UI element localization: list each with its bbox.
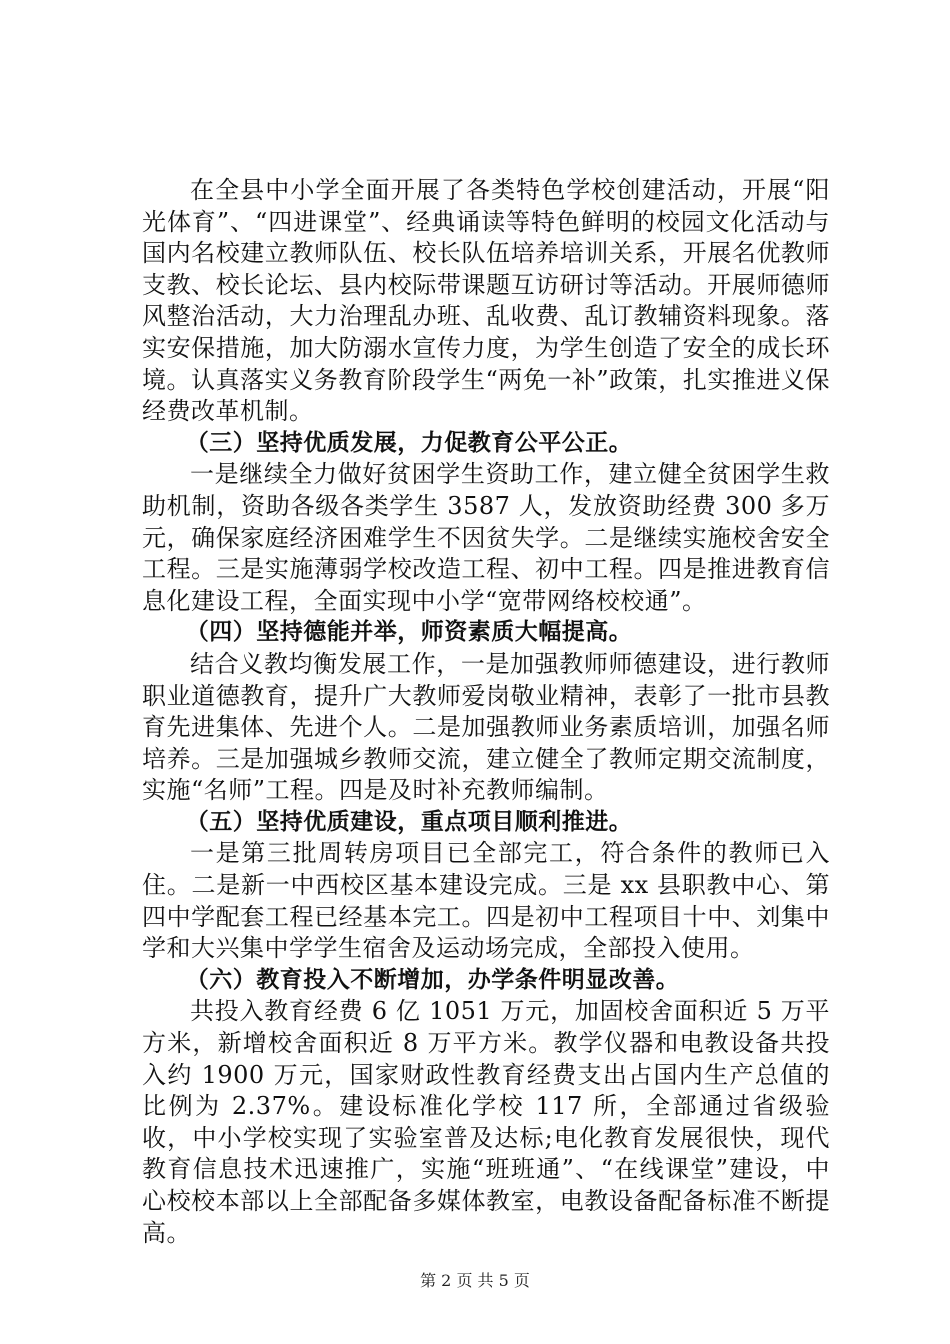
page-number-footer: 第 2 页 共 5 页 [420,1271,530,1290]
paragraph-key-projects: 一是第三批周转房项目已全部完工，符合条件的教师已入住。二是新一中西校区基本建设完成。三是 xx 县职教中心、第四中学配套工程已经基本完工。四是初中工程项目十中、刘集中学和大兴集中学学生宿舍及运动场完成，全部投入使用。 [142,839,830,963]
section-heading-4: （四）坚持德能并举，师资素质大幅提高。 [185,619,633,646]
paragraph-teacher-quality: 结合义教均衡发展工作，一是加强教师师德建设，进行教师职业道德教育，提升广大教师爱岗敬业精神，表彰了一批市县教育先进集体、先进个人。二是加强教师业务素质培训，加强名师培养。三是加强城乡教师交流，建立健全了教师定期交流制度，实施“名师”工程。四是及时补充教师编制。 [142,649,830,805]
section-heading-3: （三）坚持优质发展，力促教育公平公正。 [185,429,633,456]
document-body [142,175,830,1249]
section-heading-6: （六）教育投入不断增加，办学条件明显改善。 [185,966,680,993]
paragraph-investment: 共投入教育经费 6 亿 1051 万元，加固校舍面积近 5 万平方米，新增校舍面积近 8 万平方米。教学仪器和电教设备共投入约 1900 万元，国家财政性教育经费支出占国内生产总值的比例为 2.37%。建设标准化学校 117 所，全部通过省级验收，中小学校实现了实验室普及达标;电化教育发展很快，现代教育信息技术迅速推广，实施“班班通”、“在线课堂”建设，中心校校本部以上全部配备多媒体教室，电教设备配备标准不断提高。 [142,997,830,1247]
section-heading-5: （五）坚持优质建设，重点项目顺利推进。 [185,808,633,835]
paragraph-special-schools: 在全县中小学全面开展了各类特色学校创建活动，开展“阳光体育”、“四进课堂”、经典诵读等特色鲜明的校园文化活动与国内名校建立教师队伍、校长队伍培养培训关系，开展名优教师支教、校长论坛、县内校际带课题互访研讨等活动。开展师德师风整治活动，大力治理乱办班、乱收费、乱订教辅资料现象。落实安保措施，加大防溺水宣传力度，为学生创造了安全的成长环境。认真落实义务教育阶段学生“两免一补”政策，扎实推进义保经费改革机制。 [142,176,830,426]
paragraph-student-aid: 一是继续全力做好贫困学生资助工作，建立健全贫困学生救助机制，资助各级各类学生 3587 人，发放资助经费 300 多万元，确保家庭经济困难学生不因贫失学。二是继续实施校舍安全工程。三是实施薄弱学校改造工程、初中工程。四是推进教育信息化建设工程，全面实现中小学“宽带网络校校通”。 [142,460,830,615]
